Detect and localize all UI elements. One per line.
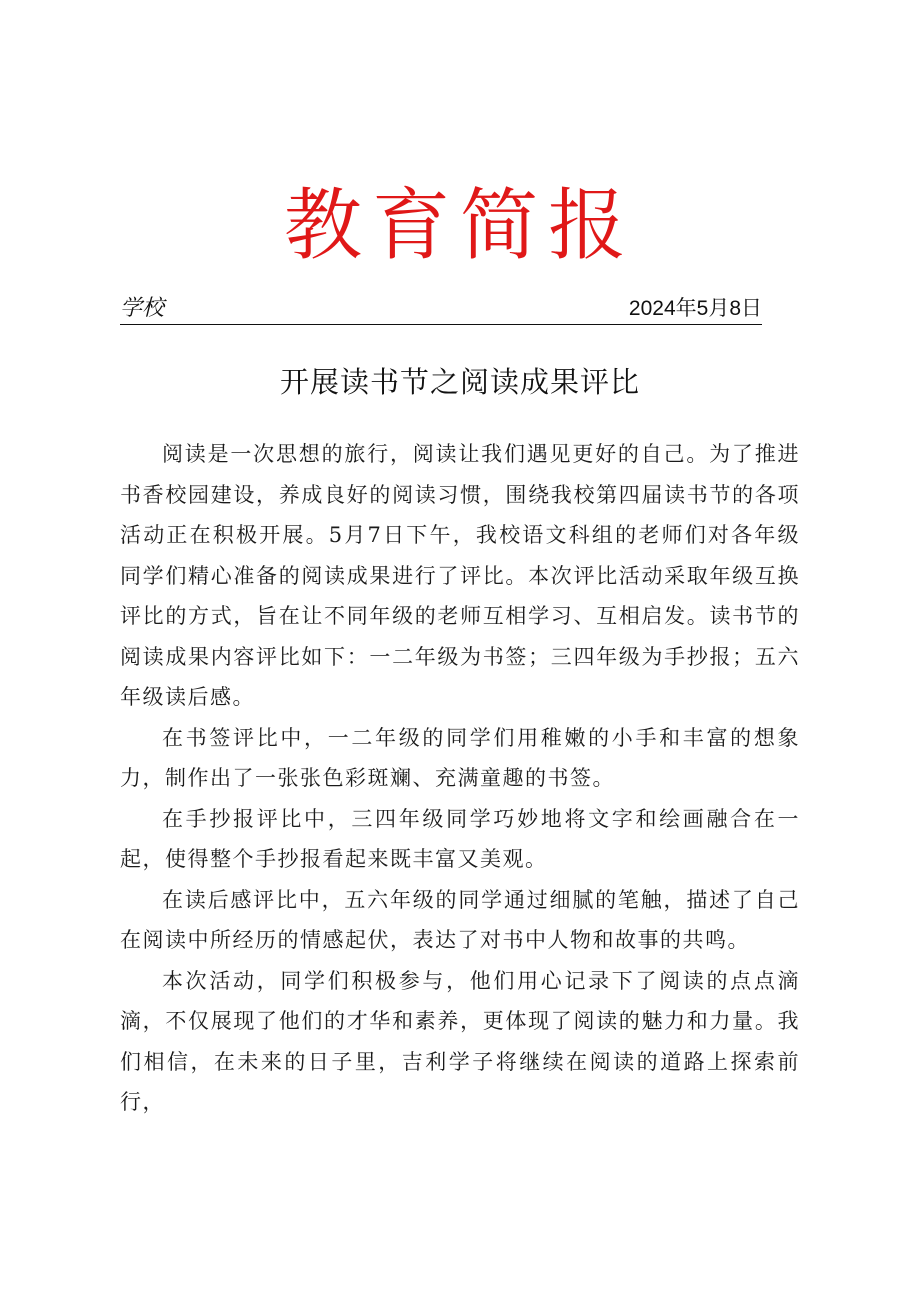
header-line (120, 294, 762, 325)
masthead-title: 教育简报 (283, 181, 636, 271)
school-label: 学校 (120, 296, 165, 321)
issue-date: 2024年5月8日 (628, 297, 762, 320)
article-title: 开展读书节之阅读成果评比 (279, 365, 640, 399)
paragraph-bookmark: 在书签评比中，一二年级的同学们用稚嫩的小手和丰富的想象力，制作出了一张张色彩斑斓、充满童趣的书签。 (120, 725, 800, 790)
paragraph-reflection: 在读后感评比中，五六年级的同学通过细腻的笔触，描述了自己在阅读中所经历的情感起伏，表达了对书中人物和故事的共鸣。 (120, 887, 800, 952)
paragraph-conclusion: 本次活动，同学们积极参与，他们用心记录下了阅读的点点滴滴，不仅展现了他们的才华和素养，更体现了阅读的魅力和力量。我们相信，在未来的日子里，吉利学子将继续在阅读的道路上探索前行， (120, 968, 800, 1114)
article-body (120, 434, 800, 1123)
paragraph-intro: 阅读是一次思想的旅行，阅读让我们遇见更好的自己。为了推进书香校园建设，养成良好的阅读习惯，围绕我校第四届读书节的各项活动正在积极开展。5月7日下午，我校语文科组的老师们对各年级同学们精心准备的阅读成果进行了评比。本次评比活动采取年级互换评比的方式，旨在让不同年级的老师互相学习、互相启发。读书节的阅读成果内容评比如下：一二年级为书签；三四年级为手抄报；五六年级读后感。 (120, 442, 800, 709)
paragraph-handwritten-newspaper: 在手抄报评比中，三四年级同学巧妙地将文字和绘画融合在一起，使得整个手抄报看起来既丰富又美观。 (120, 806, 800, 871)
